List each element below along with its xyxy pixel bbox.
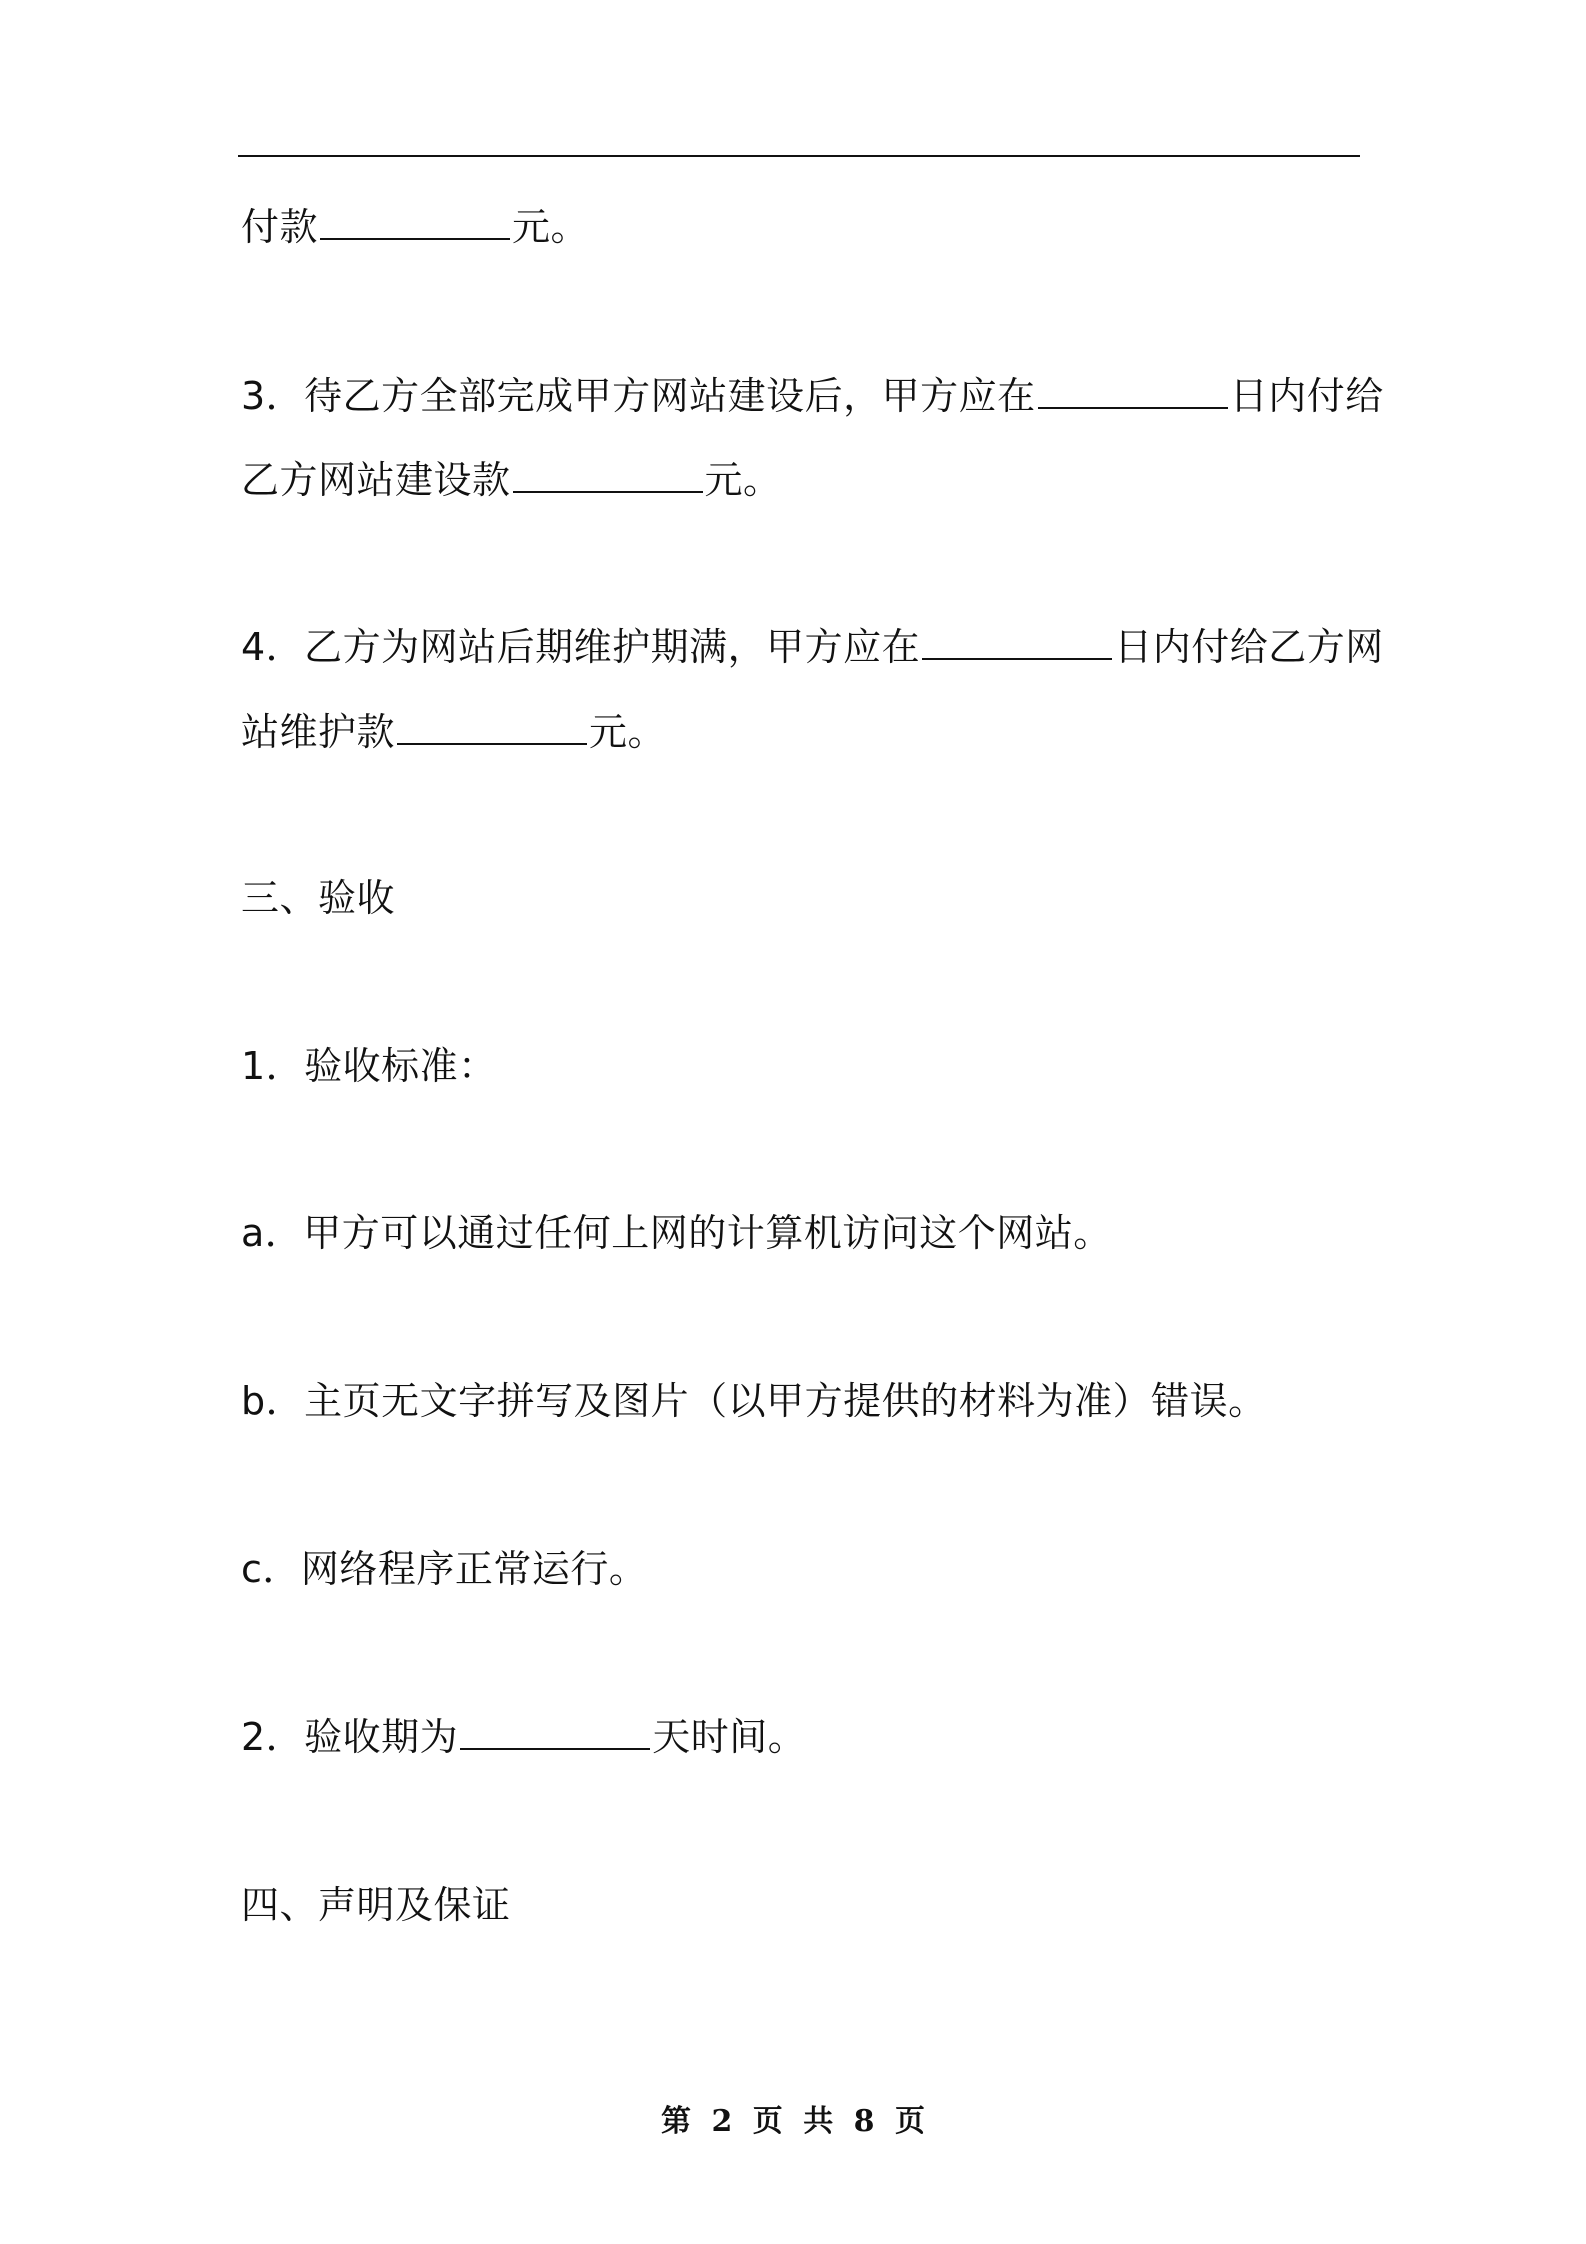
text: 3．待乙方全部完成甲方网站建设后，甲方应在 bbox=[241, 374, 1036, 418]
clause-4-line-2 bbox=[241, 707, 666, 757]
blank-field bbox=[513, 455, 703, 493]
text: 日内付给 bbox=[1229, 374, 1384, 418]
text: 站维护款 bbox=[241, 710, 396, 754]
paragraph-payment-tail bbox=[241, 202, 589, 252]
section-heading-acceptance: 三、验收 bbox=[241, 876, 396, 920]
text: 付款 bbox=[241, 205, 319, 249]
text: 乙方网站建设款 bbox=[241, 458, 511, 502]
page-number-footer: 第 2 页 共 8 页 bbox=[661, 2104, 925, 2139]
clause-4-line-1 bbox=[241, 622, 1384, 672]
text: 元。 bbox=[589, 710, 667, 754]
text: 2．验收期为 bbox=[241, 1715, 459, 1759]
text: 4．乙方为网站后期维护期满，甲方应在 bbox=[241, 625, 921, 669]
header-rule bbox=[238, 155, 1360, 157]
blank-field bbox=[397, 707, 587, 745]
blank-field bbox=[922, 622, 1112, 660]
acceptance-standard-heading: 1．验收标准： bbox=[241, 1044, 497, 1088]
section-heading-declarations: 四、声明及保证 bbox=[241, 1883, 511, 1927]
acceptance-item-a: a．甲方可以通过任何上网的计算机访问这个网站。 bbox=[241, 1211, 1112, 1255]
text: 元。 bbox=[512, 205, 590, 249]
text: 天时间。 bbox=[652, 1715, 807, 1759]
blank-field bbox=[460, 1712, 650, 1750]
clause-3-line-1 bbox=[241, 371, 1384, 421]
blank-field bbox=[320, 202, 510, 240]
acceptance-period bbox=[241, 1712, 806, 1762]
acceptance-item-c: c．网络程序正常运行。 bbox=[241, 1547, 648, 1591]
text: 元。 bbox=[704, 458, 782, 502]
clause-3-line-2 bbox=[241, 455, 782, 505]
blank-field bbox=[1038, 371, 1228, 409]
text: 日内付给乙方网 bbox=[1114, 625, 1384, 669]
acceptance-item-b: b．主页无文字拼写及图片（以甲方提供的材料为准）错误。 bbox=[241, 1379, 1267, 1423]
